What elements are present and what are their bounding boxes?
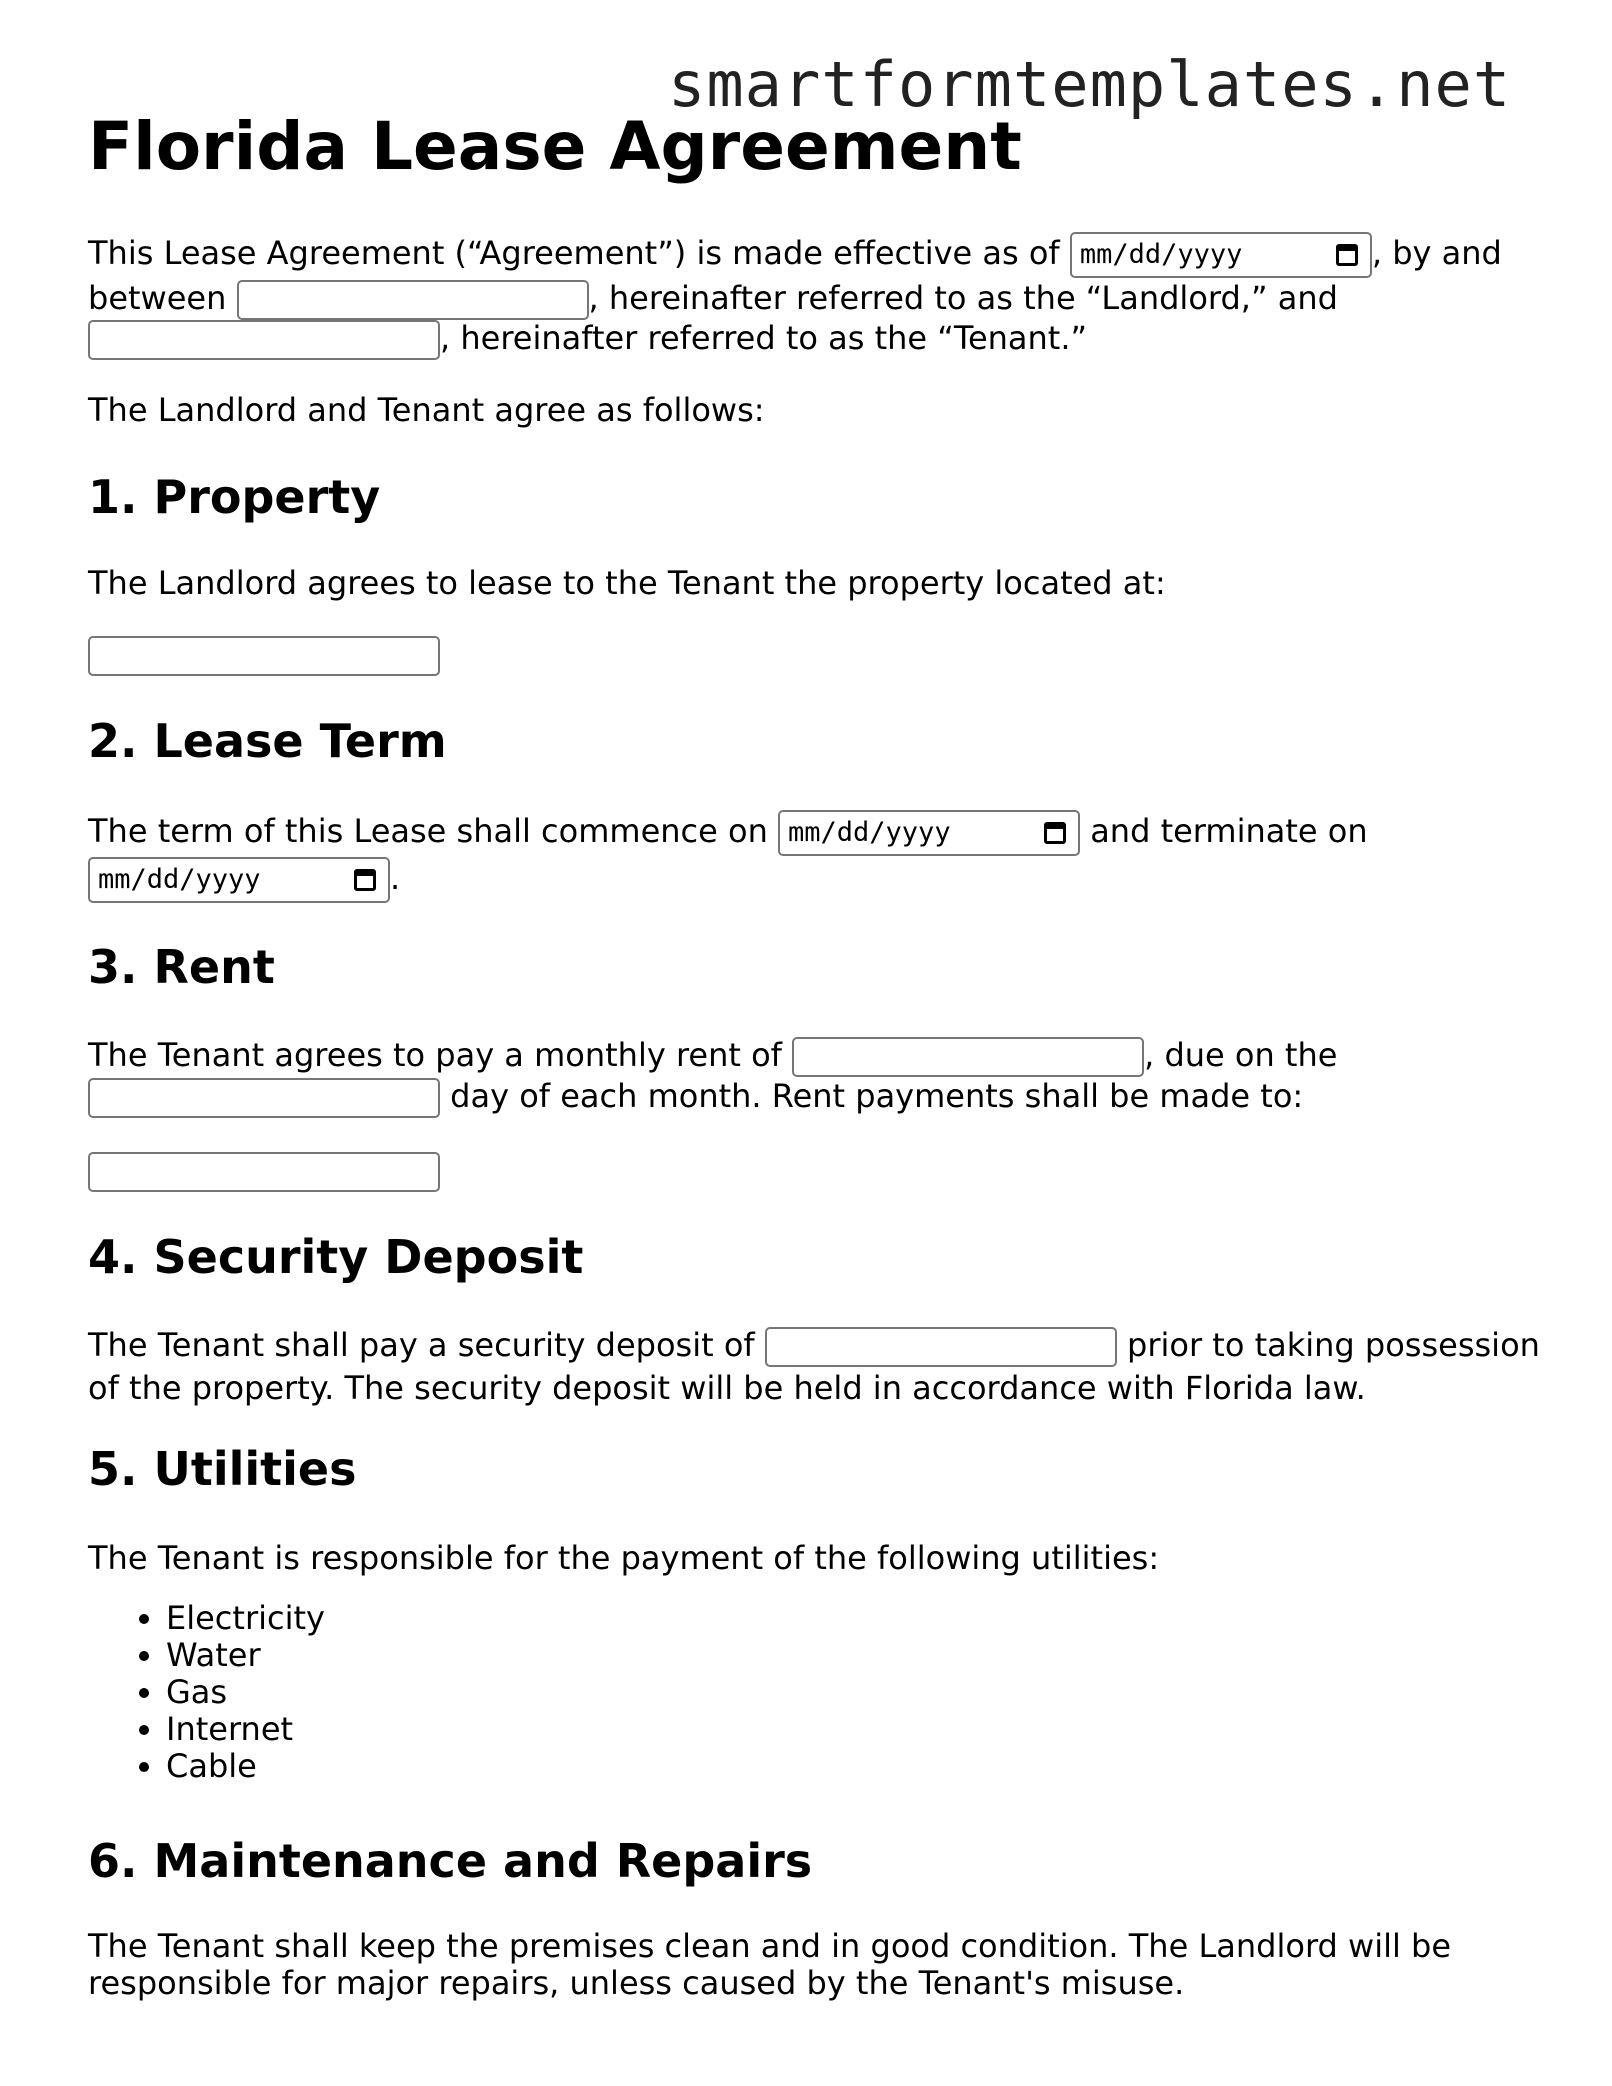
monthly-rent-input[interactable] <box>792 1037 1144 1077</box>
property-heading: 1. Property <box>88 470 381 524</box>
rent-text: , due on the <box>1144 1036 1338 1074</box>
intro-line-3 <box>88 318 1087 360</box>
page-title: Florida Lease Agreement <box>88 108 1022 185</box>
terminate-date-input[interactable] <box>88 857 390 903</box>
agree-text: The Landlord and Tenant agree as follows: <box>88 391 765 429</box>
intro-line-2 <box>88 278 1338 320</box>
rent-text: day of each month. Rent payments shall be made to: <box>450 1077 1304 1115</box>
lease-term-text: and terminate on <box>1090 812 1368 850</box>
property-address-input[interactable] <box>88 636 440 676</box>
commence-date-input[interactable] <box>778 810 1080 856</box>
lease-term-text: . <box>390 859 401 897</box>
intro-line-1 <box>88 232 1502 278</box>
rent-due-day-input[interactable] <box>88 1078 440 1118</box>
security-deposit-line-2: of the property. The security deposit will be held in accordance with Florida law. <box>88 1369 1366 1407</box>
list-item: • Cable <box>166 1748 325 1785</box>
lease-term-line-2 <box>88 857 400 903</box>
intro-text: , by and <box>1371 234 1502 272</box>
calendar-icon[interactable] <box>1336 244 1358 266</box>
property-text: The Landlord agrees to lease to the Tenant the property located at: <box>88 564 1166 602</box>
intro-text: , hereinafter referred to as the “Landlord,” and <box>588 279 1338 317</box>
security-deposit-input[interactable] <box>765 1327 1117 1367</box>
rent-payee-input[interactable] <box>88 1152 440 1192</box>
date-placeholder: mm/dd/yyyy <box>1079 239 1243 270</box>
list-item: • Water <box>166 1637 325 1674</box>
effective-date-input[interactable] <box>1070 232 1372 278</box>
security-deposit-text: prior to taking possession <box>1127 1326 1540 1364</box>
lease-term-text: The term of this Lease shall commence on <box>88 812 768 850</box>
rent-text: The Tenant agrees to pay a monthly rent of <box>88 1036 782 1074</box>
security-deposit-line-1 <box>88 1325 1540 1367</box>
intro-text: , hereinafter referred to as the “Tenant.” <box>440 319 1088 357</box>
security-deposit-text: The Tenant shall pay a security deposit of <box>88 1326 755 1364</box>
maintenance-text: The Tenant shall keep the premises clean and in good condition. The Landlord will be responsible for major repairs, unless caused by the Tenant's misuse. <box>88 1927 1452 2002</box>
calendar-icon[interactable] <box>354 869 376 891</box>
utilities-text: The Tenant is responsible for the payment of the following utilities: <box>88 1539 1160 1577</box>
maintenance-heading: 6. Maintenance and Repairs <box>88 1834 813 1888</box>
intro-text: between <box>88 279 227 317</box>
tenant-name-input[interactable] <box>88 320 440 360</box>
property-address-row <box>88 634 440 676</box>
rent-line-2 <box>88 1076 1303 1118</box>
utilities-heading: 5. Utilities <box>88 1442 357 1496</box>
date-placeholder: mm/dd/yyyy <box>788 817 951 848</box>
lease-term-heading: 2. Lease Term <box>88 714 447 768</box>
lease-term-line-1 <box>88 810 1368 856</box>
security-deposit-heading: 4. Security Deposit <box>88 1230 584 1284</box>
list-item: • Electricity <box>166 1600 325 1637</box>
rent-heading: 3. Rent <box>88 940 275 994</box>
site-watermark: smartformtemplates.net <box>668 48 1512 121</box>
rent-line-1 <box>88 1035 1337 1077</box>
landlord-name-input[interactable] <box>237 280 589 320</box>
list-item: • Internet <box>166 1711 325 1748</box>
utilities-list <box>88 1600 325 1785</box>
intro-text: This Lease Agreement (“Agreement”) is made effective as of <box>88 234 1060 272</box>
list-item: • Gas <box>166 1674 325 1711</box>
rent-payee-row <box>88 1150 440 1192</box>
date-placeholder: mm/dd/yyyy <box>98 864 261 895</box>
calendar-icon[interactable] <box>1044 822 1066 844</box>
